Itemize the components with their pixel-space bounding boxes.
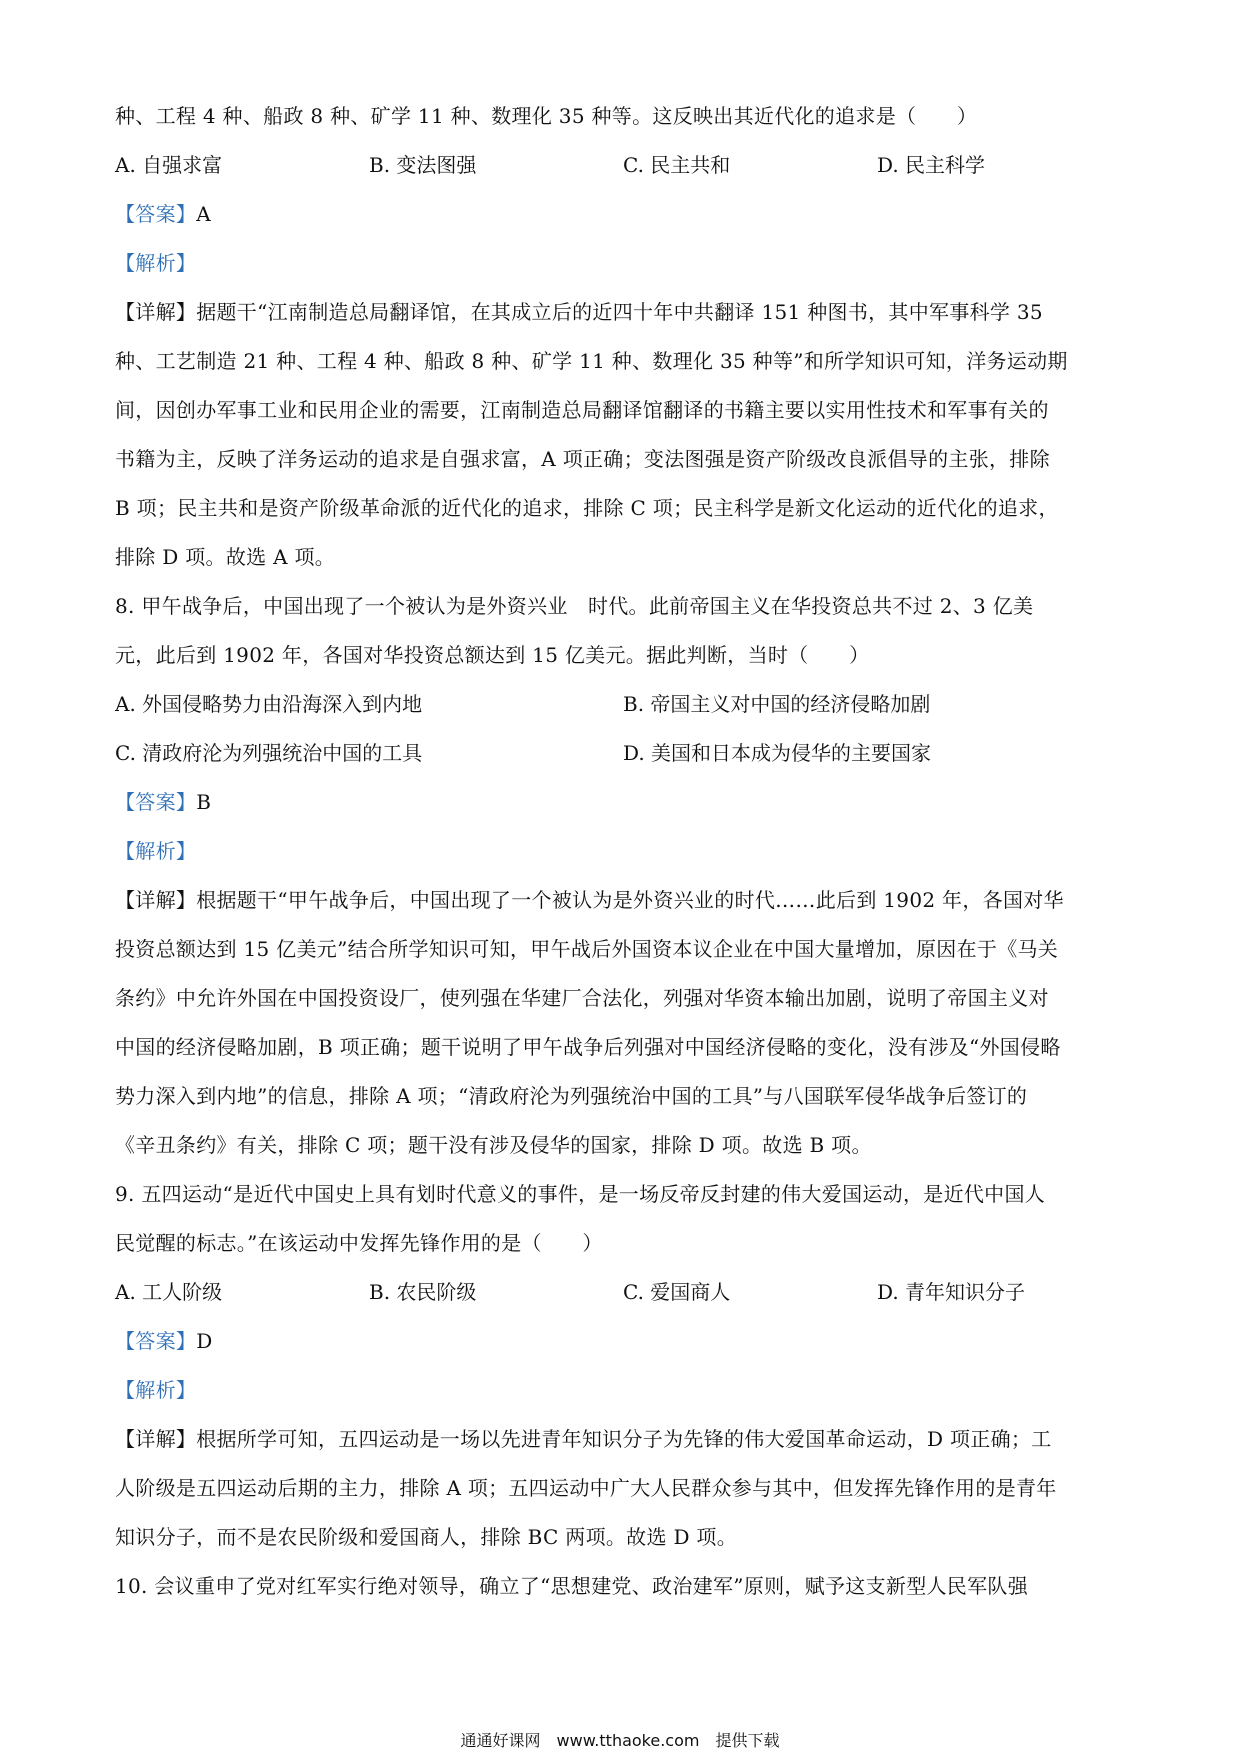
q8-detail-line <box>115 876 1135 925</box>
q7-detail-line: 排除 D 项。故选 A 项。 <box>115 545 336 569</box>
q9-stem: 民觉醒的标志。”在该运动中发挥先锋作用的是（ ） <box>115 1231 603 1255</box>
q7-stem-tail: 种、工程 4 种、船政 8 种、矿学 11 种、数理化 35 种等。这反映出其近代化的追求是（ ） <box>115 104 978 128</box>
detail-tag: 【详解】 <box>115 888 197 912</box>
q9-detail-line <box>115 1415 1135 1464</box>
q8-answer <box>115 778 1135 827</box>
q7-detail-line: 种、工艺制造 21 种、工程 4 种、船政 8 种、矿学 11 种、数理化 35 种等”和所学知识可知，洋务运动期 <box>115 349 1068 373</box>
q8-option-d: D. 美国和日本成为侵华的主要国家 <box>623 741 932 765</box>
q7-detail-line <box>115 288 1135 337</box>
q9-option-a: A. 工人阶级 <box>115 1280 223 1304</box>
q8-detail-line: 中国的经济侵略加剧，B 项正确；题干说明了甲午战争后列强对中国经济侵略的变化，没有涉及“外国侵略 <box>115 1035 1061 1059</box>
q9-answer <box>115 1317 1135 1366</box>
q8-options-row2 <box>115 729 1135 778</box>
q10-stem: 10. 会议重申了党对红军实行绝对领导，确立了“思想建党、政治建军”原则，赋予这支新型人民军队强 <box>115 1574 1029 1598</box>
analysis-tag: 【解析】 <box>115 1378 197 1402</box>
answer-tag: 【答案】 <box>115 790 197 814</box>
q7-option-b: B. 变法图强 <box>369 153 477 177</box>
q8-option-b: B. 帝国主义对中国的经济侵略加剧 <box>623 692 931 716</box>
q9-stem: 9. 五四运动“是近代中国史上具有划时代意义的事件，是一场反帝反封建的伟大爱国运动，是近代中国人 <box>115 1182 1046 1206</box>
q7-option-a: A. 自强求富 <box>115 153 223 177</box>
detail-text: 根据所学可知，五四运动是一场以先进青年知识分子为先锋的伟大爱国革命运动，D 项正确；工 <box>196 1427 1052 1451</box>
answer-tag: 【答案】 <box>115 1329 197 1353</box>
q7-option-d: D. 民主科学 <box>877 153 986 177</box>
q7-detail-line: 书籍为主，反映了洋务运动的追求是自强求富，A 项正确；变法图强是资产阶级改良派倡导的主张，排除 <box>115 447 1050 471</box>
q8-option-c: C. 清政府沦为列强统治中国的工具 <box>115 741 423 765</box>
detail-text: 根据题干“甲午战争后，中国出现了一个被认为是外资兴业的时代……此后到 1902 年，各国对华 <box>196 888 1064 912</box>
q7-option-c: C. 民主共和 <box>623 153 731 177</box>
q8-options-row1 <box>115 680 1135 729</box>
answer-value: A <box>196 202 211 226</box>
analysis-tag: 【解析】 <box>115 251 197 275</box>
q7-answer <box>115 190 1135 239</box>
q7-analysis <box>115 239 1135 288</box>
detail-text: 据题干“江南制造总局翻译馆，在其成立后的近四十年中共翻译 151 种图书，其中军事科学 35 <box>196 300 1043 324</box>
analysis-tag: 【解析】 <box>115 839 197 863</box>
answer-tag: 【答案】 <box>115 202 197 226</box>
q8-stem: 8. 甲午战争后，中国出现了一个被认为是外资兴业 时代。此前帝国主义在华投资总共不过 2、3 亿美 <box>115 594 1034 618</box>
q7-detail-line: 间，因创办军事工业和民用企业的需要，江南制造总局翻译馆翻译的书籍主要以实用性技术和军事有关的 <box>115 398 1049 422</box>
q8-detail-line: 势力深入到内地”的信息，排除 A 项；“清政府沦为列强统治中国的工具”与八国联军侵华战争后签订的 <box>115 1084 1028 1108</box>
q8-stem: 元，此后到 1902 年，各国对华投资总额达到 15 亿美元。据此判断，当时（ ） <box>115 643 870 667</box>
q9-detail-line: 知识分子，而不是农民阶级和爱国商人，排除 BC 两项。故选 D 项。 <box>115 1525 738 1549</box>
answer-value: D <box>196 1329 213 1353</box>
q9-analysis <box>115 1366 1135 1415</box>
q7-detail-line: B 项；民主共和是资产阶级革命派的近代化的追求，排除 C 项；民主科学是新文化运动的近代化的追求， <box>115 496 1059 520</box>
q8-analysis <box>115 827 1135 876</box>
q8-detail-line: 条约》中允许外国在中国投资设厂，使列强在华建厂合法化，列强对华资本输出加剧，说明了帝国主义对 <box>115 986 1049 1010</box>
q9-detail-line: 人阶级是五四运动后期的主力，排除 A 项；五四运动中广大人民群众参与其中，但发挥先锋作用的是青年 <box>115 1476 1057 1500</box>
q8-option-a: A. 外国侵略势力由沿海深入到内地 <box>115 692 423 716</box>
q7-options <box>115 141 1135 190</box>
detail-tag: 【详解】 <box>115 300 197 324</box>
q9-option-d: D. 青年知识分子 <box>877 1280 1026 1304</box>
document-page <box>115 92 1135 1611</box>
footer-text: 通通好课网 www.tthaoke.com 提供下载 <box>460 1731 780 1750</box>
q9-options <box>115 1268 1135 1317</box>
q8-detail-line: 《辛丑条约》有关，排除 C 项；题干没有涉及侵华的国家，排除 D 项。故选 B 项。 <box>115 1133 872 1157</box>
q9-option-c: C. 爱国商人 <box>623 1280 731 1304</box>
detail-tag: 【详解】 <box>115 1427 197 1451</box>
q9-option-b: B. 农民阶级 <box>369 1280 477 1304</box>
answer-value: B <box>196 790 212 814</box>
q8-detail-line: 投资总额达到 15 亿美元”结合所学知识可知，甲午战后外国资本议企业在中国大量增加，原因在于《马关 <box>115 937 1059 961</box>
